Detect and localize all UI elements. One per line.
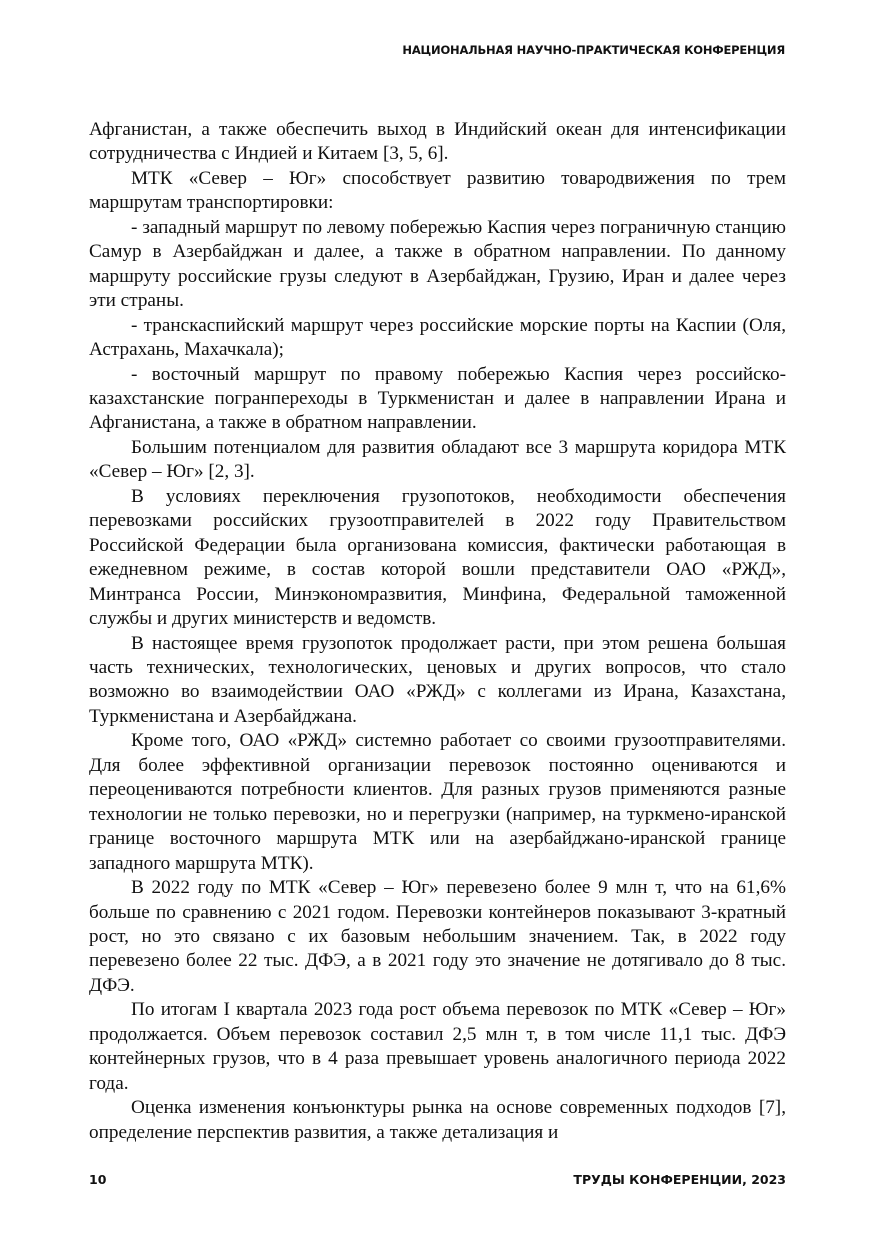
paragraph: Кроме того, ОАО «РЖД» системно работает со своими грузоотправителями. Для более эффективной организации перевозок постоянно оцениваются и переоцениваются потребности клиентов. Для разных грузов применяются разные технологии не только перевозки, но и перегрузки (например, на туркмено-иранской границе восточного маршрута МТК или на азербайджано-иранской границе западного маршрута МТК). [89,730,786,874]
paragraph: В настоящее время грузопоток продолжает расти, при этом решена большая часть технических, технологических, ценовых и других вопросов, что стало возможно во взаимодействии ОАО «РЖД» с коллегами из Ирана, Казахстана, Туркменистана и Азербайджана. [89,632,786,727]
paragraph: Большим потенциалом для развития обладают все 3 маршрута коридора МТК «Север – Юг» [2, 3]. [89,436,786,483]
paragraph: - транскаспийский маршрут через российские морские порты на Каспии (Оля, Астрахань, Махачкала); [89,314,786,361]
running-header: НАЦИОНАЛЬНАЯ НАУЧНО-ПРАКТИЧЕСКАЯ КОНФЕРЕНЦИЯ [402,43,785,57]
footer-title: ТРУДЫ КОНФЕРЕНЦИИ, 2023 [573,1172,786,1187]
paragraph: Оценка изменения конъюнктуры рынка на основе современных подходов [7], определение перспектив развития, а также детализация и [89,1097,786,1143]
paragraph: Афганистан, а также обеспечить выход в Индийский океан для интенсификации сотрудничества с Индией и Китаем [3, 5, 6]. [89,119,786,165]
body-text [89,118,786,1145]
running-footer [89,1172,786,1187]
paragraph: МТК «Север – Юг» способствует развитию товародвижения по трем маршрутам транспортировки: [89,167,786,214]
paragraph: - восточный маршрут по правому побережью Каспия через российско-казахстанские погранпереходы в Туркменистан и далее в направлении Ирана и Афганистана, а также в обратном направлении. [89,363,786,434]
page-number: 10 [89,1172,107,1187]
paragraph: В условиях переключения грузопотоков, необходимости обеспечения перевозками российских грузоотправителей в 2022 году Правительством Российской Федерации была организована комиссия, фактически работающая в ежедневном режиме, в состав которой вошли представители ОАО «РЖД», Минтранса России, Минэкономразвития, Минфина, Федеральной таможенной службы и других министерств и ведомств. [89,485,786,630]
paragraph: В 2022 году по МТК «Север – Юг» перевезено более 9 млн т, что на 61,6% больше по сравнению с 2021 годом. Перевозки контейнеров показывают 3-кратный рост, но это связано с их базовым небольшим значением. Так, в 2022 году перевезено более 22 тыс. ДФЭ, а в 2021 году это значение не дотягивало до 8 тыс. ДФЭ. [89,877,786,996]
paragraph: По итогам I квартала 2023 года рост объема перевозок по МТК «Север – Юг» продолжается. Объем перевозок составил 2,5 млн т, в том числе 11,1 тыс. ДФЭ контейнерных грузов, что в 4 раза превышает уровень аналогичного периода 2022 года. [89,999,786,1094]
paragraph: - западный маршрут по левому побережью Каспия через пограничную станцию Самур в Азербайджан и далее, а также в обратном направлении. По данному маршруту российские грузы следуют в Азербайджан, Грузию, Иран и далее через эти страны. [89,216,786,312]
